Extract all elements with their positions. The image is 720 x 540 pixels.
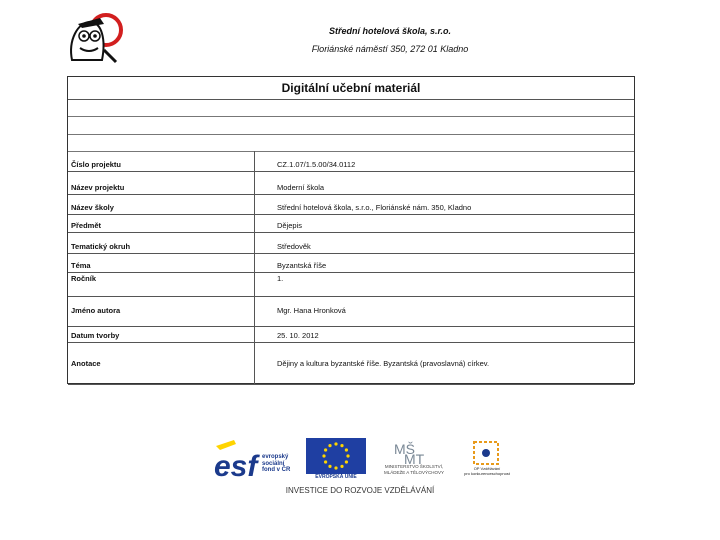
eu-label: EVROPSKÁ UNIE xyxy=(315,474,357,480)
row-label: Anotace xyxy=(71,359,101,368)
op-text xyxy=(452,466,522,476)
esf-text xyxy=(262,454,290,474)
row-label: Jméno autora xyxy=(71,306,121,315)
table-row xyxy=(68,215,634,233)
svg-text:MŠ: MŠ xyxy=(394,441,415,457)
row-value: Mgr. Hana Hronková xyxy=(277,306,346,315)
esf-line: sociální xyxy=(262,460,285,467)
blank-row xyxy=(68,135,634,152)
row-value: Byzantská říše xyxy=(277,261,327,270)
table-row xyxy=(68,152,634,172)
blank-row xyxy=(68,99,634,117)
document-title: Digitální učební materiál xyxy=(68,77,634,100)
table-row xyxy=(68,343,634,385)
school-logo xyxy=(60,10,128,70)
row-label: Název školy xyxy=(71,203,114,212)
investice-slogan: INVESTICE DO ROZVOJE VZDĚLÁVÁNÍ xyxy=(285,486,435,495)
svg-text:esf: esf xyxy=(214,450,258,480)
op-line: OP Vzdělávání xyxy=(473,466,501,471)
esf-line: fond v ČR xyxy=(262,467,291,473)
row-value: Středověk xyxy=(277,242,311,251)
school-address: Floriánské náměstí 350, 272 01 Kladno xyxy=(311,44,469,54)
table-row xyxy=(68,195,634,215)
row-label: Ročník xyxy=(71,274,97,283)
row-value: CZ.1.07/1.5.00/34.0112 xyxy=(277,160,356,169)
esf-line: evropský xyxy=(262,454,289,460)
table-row xyxy=(68,297,634,327)
row-value: Dějiny a kultura byzantské říše. Byzantská (pravoslavná) církev. xyxy=(277,359,490,368)
row-label: Název projektu xyxy=(71,183,125,192)
row-value: Dějepis xyxy=(277,221,303,230)
msmt-line: MINISTERSTVO ŠKOLSTVÍ, xyxy=(384,464,444,469)
eu-flag-icon xyxy=(306,438,366,474)
row-value: Střední hotelová škola, s.r.o., Floriánské nám. 350, Kladno xyxy=(277,203,472,212)
msmt-logo xyxy=(380,438,448,482)
column-divider xyxy=(254,151,255,384)
msmt-line: MLÁDEŽE A TĚLOVÝCHOVY xyxy=(384,469,444,475)
msmt-text xyxy=(372,464,456,475)
row-label: Tematický okruh xyxy=(71,242,131,251)
funding-logos xyxy=(212,436,512,482)
table-row xyxy=(68,233,634,254)
school-name: Střední hotelová škola, s.r.o. xyxy=(328,26,452,36)
blank-row xyxy=(68,117,634,135)
document-table xyxy=(67,76,635,384)
row-label: Téma xyxy=(71,261,91,270)
row-value: Moderní škola xyxy=(277,183,325,192)
row-label: Číslo projektu xyxy=(71,160,122,169)
svg-text:MT: MT xyxy=(404,451,425,467)
table-row xyxy=(68,254,634,273)
table-row xyxy=(68,327,634,343)
row-value: 25. 10. 2012 xyxy=(277,331,319,340)
table-row xyxy=(68,172,634,195)
row-label: Předmět xyxy=(71,221,102,230)
table-row xyxy=(68,273,634,297)
row-value: 1. xyxy=(277,274,284,283)
row-label: Datum tvorby xyxy=(71,331,120,340)
op-line: pro konkurenceschopnost xyxy=(464,471,510,476)
